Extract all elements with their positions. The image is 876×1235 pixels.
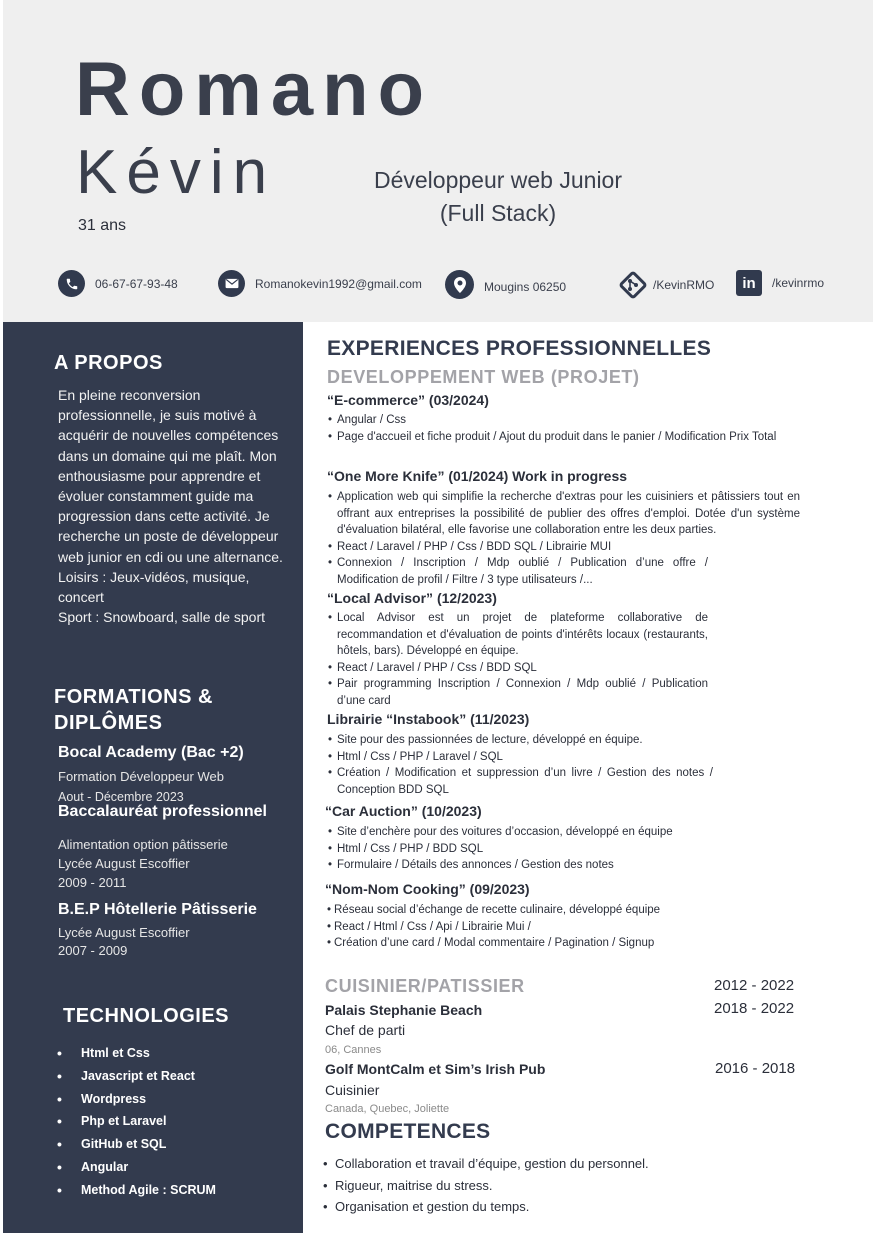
list-item: • React / Laravel / PHP / Css / BDD SQL <box>328 660 708 677</box>
list-item: • Method Agile : SCRUM <box>53 1179 216 1202</box>
contact-phone <box>58 270 178 297</box>
list-item: • Angular / Css <box>328 412 800 429</box>
education-item-line: Lycée August Escoffier <box>58 925 190 940</box>
skills-list <box>323 1153 649 1218</box>
education-item-line: Lycée August Escoffier <box>58 856 190 871</box>
cook-dates: 2012 - 2022 <box>714 977 795 994</box>
project-bullets <box>328 489 800 589</box>
job-location: 06, Cannes <box>325 1044 382 1056</box>
job-title-line2: (Full Stack) <box>439 200 557 226</box>
list-item: • Wordpress <box>53 1088 216 1111</box>
education-title: FORMATIONS & DIPLÔMES <box>54 686 213 734</box>
education-item-title: B.E.P Hôtellerie Pâtisserie <box>58 901 257 918</box>
list-item: • React / Html / Css / Api / Librairie Mui / <box>327 919 799 936</box>
project-title: Librairie “Instabook” (11/2023) <box>327 711 530 727</box>
list-item: • Application web qui simplifie la recherche d'extras pour les cuisiniers et pâtissiers tout en offrant aux entreprises la possibilité de publier des offres d'emploi. Dotée d'un système d'évaluation bilatéral, elle favorise une collaboration entre les deux parties. <box>328 489 800 539</box>
job-dates: 2016 - 2018 <box>715 1060 796 1077</box>
job-name: Golf MontCalm et Sim’s Irish Pub <box>325 1061 546 1077</box>
project-title: “One More Knife” (01/2024) Work in progress <box>327 468 628 484</box>
sidebar <box>3 322 303 1233</box>
linkedin-handle[interactable]: /kevinrmo <box>772 276 825 290</box>
list-item: • Html / Css / PHP / Laravel / SQL <box>328 749 713 766</box>
header <box>3 0 873 322</box>
education-item-line: 2007 - 2009 <box>58 943 128 958</box>
education-item-line: Formation Développeur Web <box>58 769 224 784</box>
job-name: Palais Stephanie Beach <box>325 1002 483 1018</box>
list-item: • Local Advisor est un projet de plateforme collaborative de recommandation et d'évaluation de points d'intérêts locaux (restaurants, hôtels, bars). Développé en équipe. <box>328 610 708 660</box>
technologies-title: TECHNOLOGIES <box>63 1005 230 1027</box>
list-item: • Connexion / Inscription / Mdp oublié / Publication d’une offre / Modification de profil / Filtre / 3 type utilisateurs /... <box>328 555 708 588</box>
list-item: • Collaboration et travail d’équipe, gestion du personnel. <box>323 1153 649 1175</box>
project-bullets <box>327 902 799 952</box>
job-title-line1: Développeur web Junior <box>373 167 623 193</box>
job-title <box>343 164 653 230</box>
list-item: • React / Laravel / PHP / Css / BDD SQL / Librairie MUI <box>328 539 800 556</box>
phone-icon <box>58 270 85 297</box>
list-item: • Création / Modification et suppression d’un livre / Gestion des notes / Conception BDD SQL <box>328 765 713 798</box>
list-item: • Formulaire / Détails des annonces / Gestion des notes <box>328 857 800 874</box>
sport-text: Sport : Snowboard, salle de sport <box>58 609 266 626</box>
about-section <box>58 385 283 627</box>
job-dates: 2018 - 2022 <box>714 1000 795 1017</box>
job-location: Canada, Quebec, Joliette <box>325 1103 450 1115</box>
git-icon <box>618 270 648 300</box>
cook-subtitle: CUISINIER/PATISSIER <box>325 976 525 996</box>
phone-number: 06-67-67-93-48 <box>95 276 178 291</box>
education-item-line: Aout - Décembre 2023 <box>58 790 184 804</box>
contact-email <box>218 270 422 297</box>
location-text: Mougins 06250 <box>484 279 567 294</box>
age: 31 ans <box>78 217 127 234</box>
list-item: • Création d’une card / Modal commentaire / Pagination / Signup <box>327 935 799 952</box>
main-content <box>303 322 873 1233</box>
list-item: • Html / Css / PHP / BDD SQL <box>328 841 800 858</box>
about-text: En pleine reconversion professionnelle, je suis motivé à acquérir de nouvelles compétences dans un domaine qui me plaît. Mon enthousiasme pour apprendre et évoluer constamment guide ma progression dans cette activité. Je recherche un poste de développeur web junior en cdi ou une alternance. <box>58 387 283 565</box>
project-title: “Car Auction” (10/2023) <box>325 803 482 819</box>
job-role: Chef de parti <box>325 1022 406 1038</box>
education-item-line: Alimentation option pâtisserie <box>58 837 228 852</box>
mail-icon <box>218 270 245 297</box>
education-item-line: 2009 - 2011 <box>58 875 127 890</box>
education-item-title: Bocal Academy (Bac +2) <box>58 744 244 761</box>
project-title: “Local Advisor” (12/2023) <box>327 590 497 606</box>
contact-location <box>445 270 566 299</box>
project-bullets <box>328 824 800 874</box>
experience-title: EXPERIENCES PROFESSIONNELLES <box>327 337 712 360</box>
skills-title: COMPETENCES <box>325 1120 491 1143</box>
list-item: • Html et Css <box>53 1042 216 1065</box>
github-handle[interactable]: /KevinRMO <box>653 278 715 292</box>
project-bullets <box>328 732 713 798</box>
project-bullets <box>328 412 800 445</box>
webdev-subtitle: DEVELOPPEMENT WEB (PROJET) <box>327 367 640 387</box>
list-item: • Pair programming Inscription / Connexion / Mdp oublié / Publication d’une card <box>328 676 708 709</box>
list-item: • GitHub et SQL <box>53 1133 216 1156</box>
list-item: • Php et Laravel <box>53 1110 216 1133</box>
list-item: • Page d'accueil et fiche produit / Ajout du produit dans le panier / Modification Prix Total <box>328 429 800 446</box>
list-item: • Organisation et gestion du temps. <box>323 1196 649 1218</box>
location-pin-icon <box>445 270 474 299</box>
list-item: • Rigueur, maitrise du stress. <box>323 1175 649 1197</box>
contact-github <box>618 270 714 300</box>
list-item: • Javascript et React <box>53 1065 216 1088</box>
education-item-title: Baccalauréat professionnel <box>58 803 267 820</box>
linkedin-icon: in <box>736 270 762 296</box>
last-name: Romano <box>75 47 433 132</box>
project-title: “Nom-Nom Cooking” (09/2023) <box>325 881 530 897</box>
list-item: • Site pour des passionnées de lecture, développé en équipe. <box>328 732 713 749</box>
technologies-list <box>53 1042 216 1202</box>
contact-linkedin <box>736 270 824 296</box>
job-role: Cuisinier <box>325 1082 380 1098</box>
project-bullets <box>328 610 708 710</box>
list-item: • Angular <box>53 1156 216 1179</box>
email-address[interactable]: Romanokevin1992@gmail.com <box>255 276 422 291</box>
list-item: • Site d’enchère pour des voitures d’occasion, développé en équipe <box>328 824 800 841</box>
project-title: “E-commerce” (03/2024) <box>327 392 489 408</box>
hobbies-text: Loisirs : Jeux-vidéos, musique, concert <box>58 568 250 606</box>
about-title: A PROPOS <box>54 352 163 374</box>
list-item: • Réseau social d’échange de recette culinaire, développé équipe <box>327 902 799 919</box>
first-name: Kévin <box>76 138 277 207</box>
